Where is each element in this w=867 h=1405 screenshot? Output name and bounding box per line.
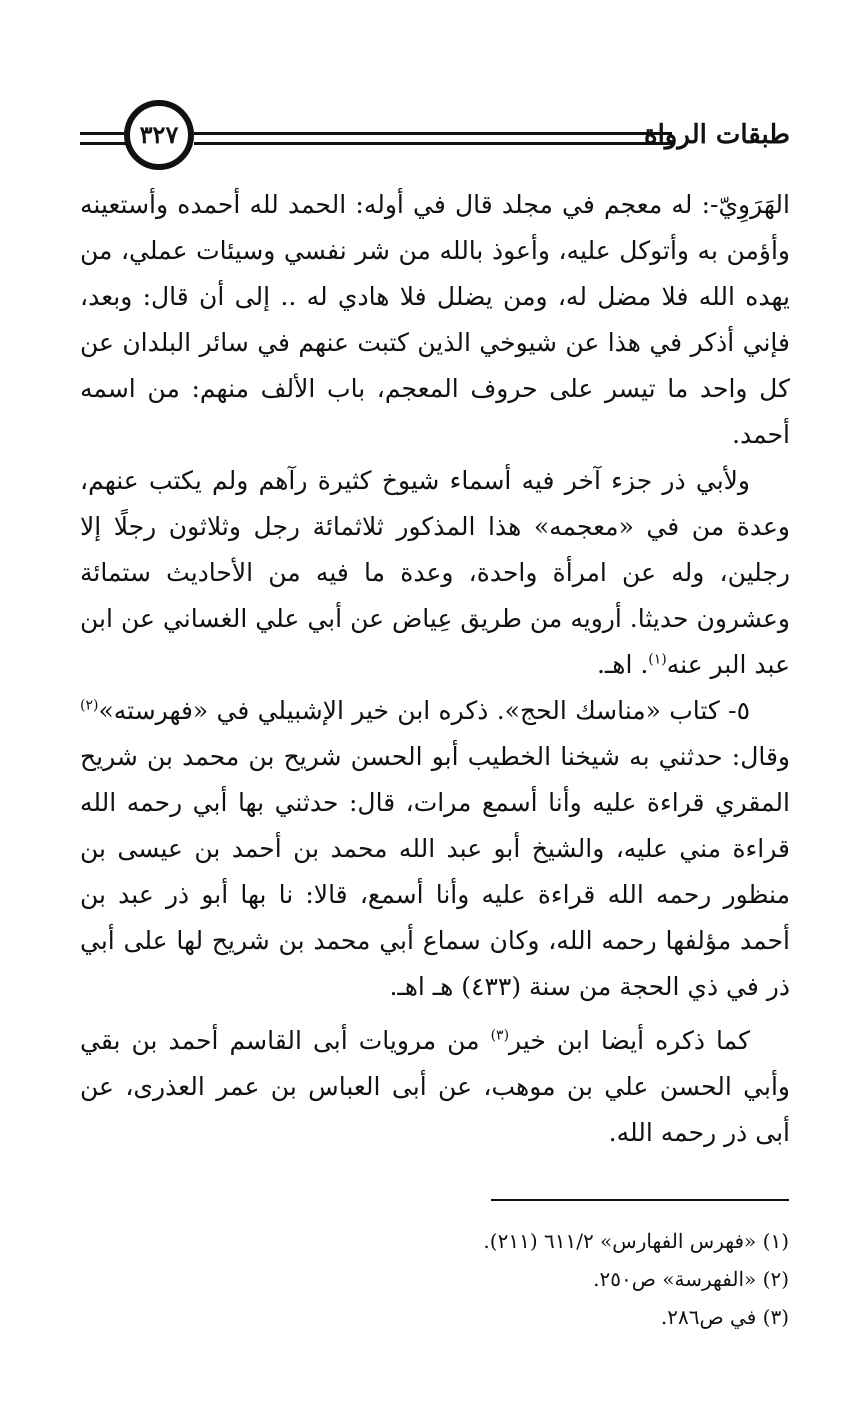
footnote-ref-1[interactable]: (١) (648, 651, 667, 668)
paragraph-text: ولأبي ذر جزء آخر فيه أسماء شيوخ كثيرة رآهم ولم يكتب عنهم، وعدة من في «معجمه» هذا المذكور ثلاثمائة رجل وثلاثون رجلًا إلا رجلين، وله عن امرأة واحدة، وعدة ما فيه من الأحاديث ستمائة وعشرون حديثا. أرويه من طريق عِياض عن أبي علي الغساني عن ابن عبد البر عنه (80, 466, 790, 679)
page-number-badge (124, 100, 194, 170)
paragraph-text: كما ذكره أيضا ابن خير (509, 1026, 750, 1055)
footnotes (289, 1222, 789, 1336)
paragraph-text: . اهـ. (596, 650, 649, 679)
footnote-3: (٣) في ص٢٨٦. (660, 1305, 789, 1329)
paragraph-text: من مرويات أبى القاسم أحمد بن بقي وأبي الحسن علي بن موهب، عن أبى العباس بن عمر العذرى، عن أبى ذر رحمه الله. (80, 1026, 790, 1147)
header-rule-right-bottom (194, 142, 672, 145)
header-rule-left-bottom (80, 142, 128, 145)
paragraph-2 (80, 458, 790, 688)
footnote-ref-2[interactable]: (٢) (80, 697, 99, 714)
footnote-1: (١) «فهرس الفهارس» ٦١١/٢ (٢١١). (483, 1229, 789, 1253)
paragraph-1 (80, 182, 790, 458)
running-head: طبقات الرواة (643, 120, 790, 150)
body-text (80, 182, 790, 1156)
footnote-separator (491, 1199, 789, 1201)
header-rule-left-top (80, 132, 128, 135)
header-rule-right-top (194, 132, 672, 135)
paragraph-text: الهَرَوِيّ-: له معجم في مجلد قال في أوله: الحمد لله أحمده وأستعينه وأؤمن به وأتوكل عليه، وأعوذ بالله من شر نفسي وسيئات عملي، من يهده الله فلا مضل له، ومن يضلل فلا هادي له .. إلى أن قال: وبعد، فإني أذكر في هذا عن شيوخي الذين كتبت عنهم في سائر البلدان عن كل واحد ما تيسر على حروف المعجم، باب الألف منهم: من اسمه أحمد. (80, 190, 790, 449)
paragraph-text: وقال: حدثني به شيخنا الخطيب أبو الحسن شريح بن محمد بن شريح المقري قراءة عليه وأنا أسمع مرات، قال: حدثني بها أبي رحمه الله قراءة مني عليه، والشيخ أبو عبد الله محمد بن أحمد بن عيسى بن منظور رحمه الله قراءة عليه وأنا أسمع، قالا: نا بها أبو ذر عبد بن أحمد مؤلفها رحمه الله، وكان سماع أبي محمد بن شريح لها على أبي ذر في ذي الحجة من سنة (٤٣٣) هـ اهـ. (80, 742, 790, 1001)
page-header (80, 98, 790, 182)
footnote-ref-3[interactable]: (٣) (490, 1027, 510, 1044)
page-number: ٣٢٧ (139, 120, 179, 149)
paragraph-3 (80, 688, 790, 1010)
paragraph-text: ٥- كتاب «مناسك الحج». ذكره ابن خير الإشبيلي في «فهرسته» (98, 696, 750, 725)
footnote-2: (٢) «الفهرسة» ص٢٥٠. (593, 1267, 789, 1291)
paragraph-4 (80, 1018, 790, 1156)
